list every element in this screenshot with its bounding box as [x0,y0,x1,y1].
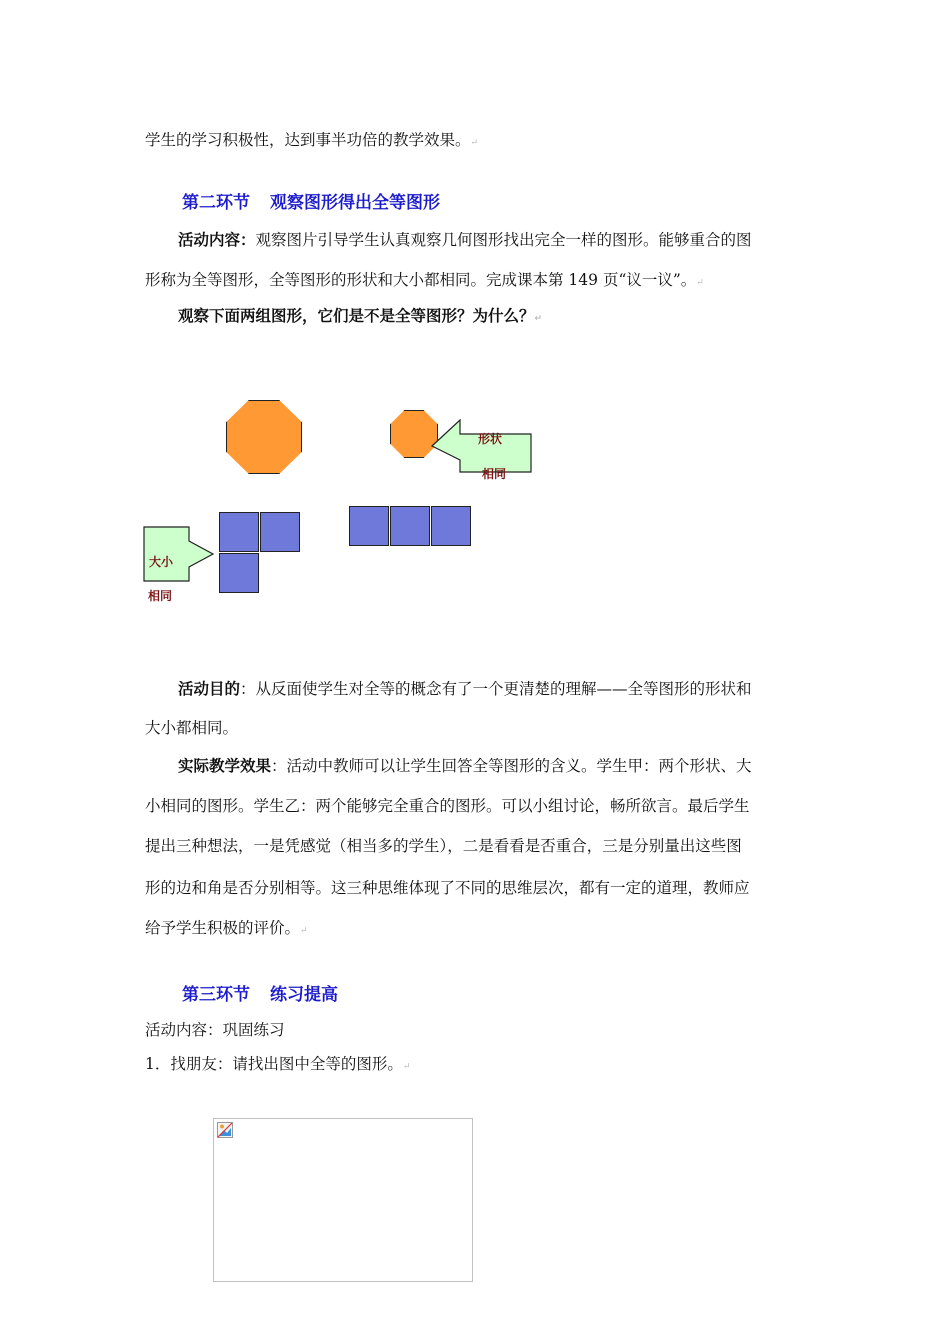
l-shape-square [219,512,259,552]
teaching-effect-line-3: 提出三种想法，一是凭感觉（相当多的学生），二是看看是否重合，三是分别量出这些图 [145,837,742,855]
l-shape-square [219,553,259,593]
row-square [431,506,471,546]
practice-content: 活动内容：巩固练习 [145,1021,285,1039]
teaching-effect-line-4: 形的边和角是否分别相等。这三种思维体现了不同的思维层次，都有一定的道理，教师应 [145,879,750,897]
activity-content-continuation: 形称为全等图形，全等图形的形状和大小都相同。完成课本第 149 页“议一议”。↵ [145,271,704,289]
paragraph-continuation: 学生的学习积极性，达到事半功倍的教学效果。↵ [145,131,479,149]
section-heading-2: 第二环节 观察图形得出全等图形 [182,193,440,213]
activity-purpose-paragraph: 活动目的：从反面使学生对全等的概念有了一个更清楚的理解——全等图形的形状和 [178,680,752,698]
teaching-effect-line-5: 给予学生积极的评价。↵ [145,919,308,937]
arrow-label-shape: 形状 [478,432,503,446]
teaching-effect-line-2: 小相同的图形。学生乙：两个能够完全重合的图形。可以小组讨论，畅所欲言。最后学生 [145,797,750,815]
activity-content-paragraph: 活动内容：观察图片引导学生认真观察几何图形找出完全一样的图形。能够重合的图 [178,231,752,249]
arrow-label-size: 大小 [149,555,174,569]
broken-image-icon [217,1122,233,1138]
section-heading-3: 第三环节 练习提高 [182,985,338,1005]
activity-purpose-continuation: 大小都相同。 [145,719,239,737]
observe-question: 观察下面两组图形，它们是不是全等图形？为什么？↵ [178,307,543,325]
broken-image-placeholder [213,1118,473,1282]
arrow-label-same-1: 相同 [482,467,507,481]
find-friends-question: 1．找朋友：请找出图中全等的图形。↵ [145,1055,411,1073]
l-shape-square [260,512,300,552]
arrow-label-same-2: 相同 [148,589,173,603]
large-octagon [226,400,302,474]
teaching-effect-paragraph: 实际教学效果：活动中教师可以让学生回答全等图形的含义。学生甲：两个形状、大 [178,757,752,775]
row-square [349,506,389,546]
row-square [390,506,430,546]
